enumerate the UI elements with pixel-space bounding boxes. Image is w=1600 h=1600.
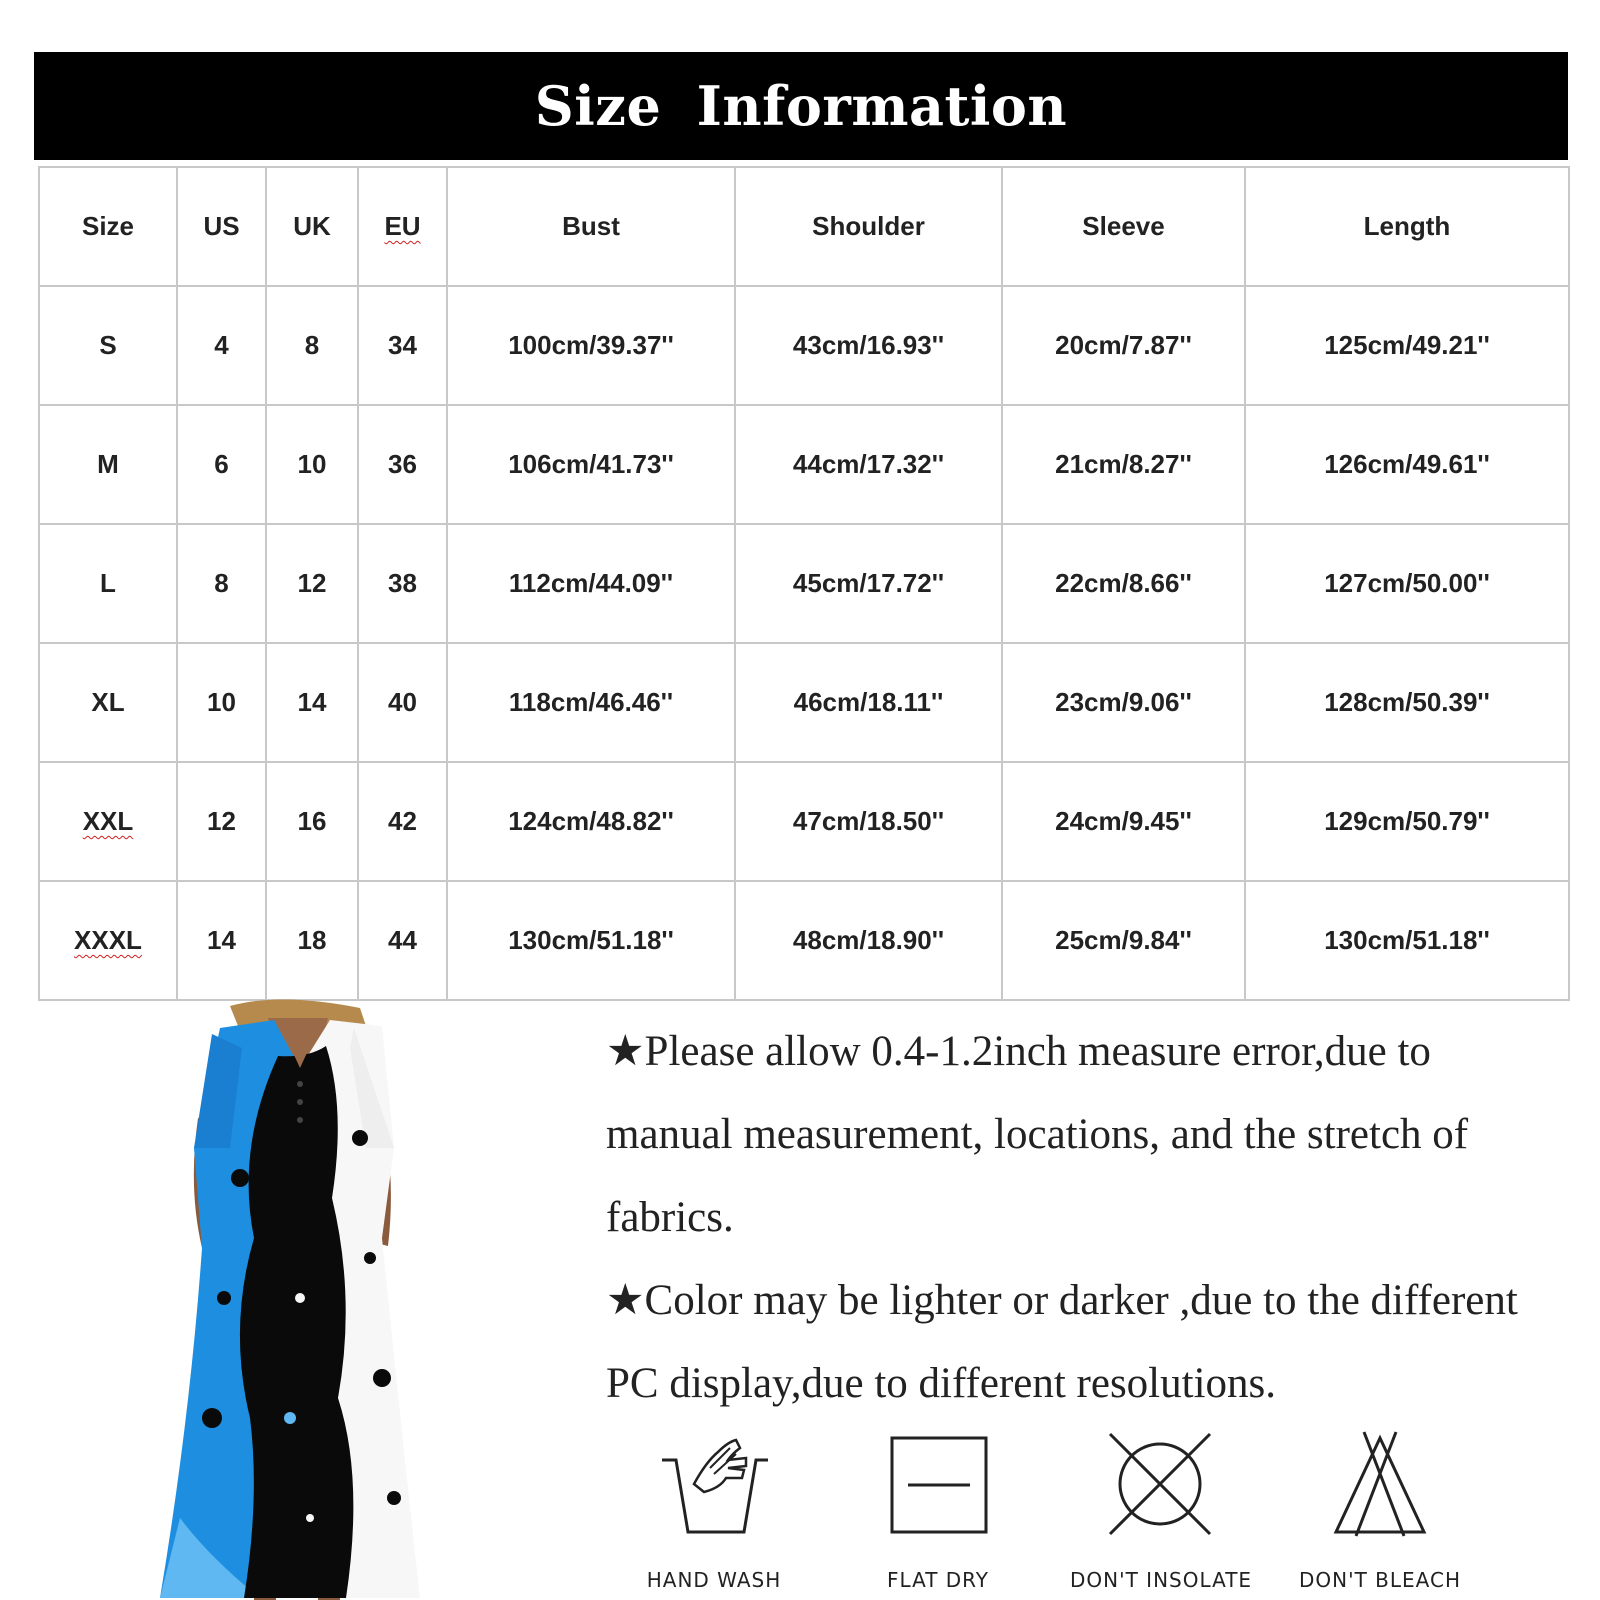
page-title: Size Information [534, 74, 1068, 138]
care-label: HAND WASH [646, 1568, 782, 1592]
cell-eu: 42 [358, 762, 447, 881]
cell-length: 128cm/50.39'' [1245, 643, 1569, 762]
care-dont-insolate [1070, 1428, 1253, 1592]
cell-sleeve: 20cm/7.87'' [1002, 286, 1245, 405]
table-row [39, 524, 1569, 643]
cell-shoulder: 48cm/18.90'' [735, 881, 1002, 1000]
cell-uk: 18 [266, 881, 358, 1000]
dont-bleach-icon [1320, 1428, 1440, 1540]
cell-bust: 118cm/46.46'' [447, 643, 735, 762]
cell-shoulder: 44cm/17.32'' [735, 405, 1002, 524]
table-row [39, 881, 1569, 1000]
table-header-row [39, 167, 1569, 286]
cell-eu: 38 [358, 524, 447, 643]
cell-bust: 112cm/44.09'' [447, 524, 735, 643]
cell-us: 14 [177, 881, 266, 1000]
cell-length: 125cm/49.21'' [1245, 286, 1569, 405]
cell-shoulder: 47cm/18.50'' [735, 762, 1002, 881]
cell-bust: 124cm/48.82'' [447, 762, 735, 881]
care-flat-dry [848, 1428, 1028, 1592]
care-hand-wash [624, 1428, 804, 1592]
cell-sleeve: 23cm/9.06'' [1002, 643, 1245, 762]
note-color: ★Color may be lighter or darker ,due to the different PC display,due to different resolutions. [606, 1277, 1518, 1407]
title-banner [34, 52, 1568, 160]
cell-size: XL [39, 643, 177, 762]
cell-sleeve: 25cm/9.84'' [1002, 881, 1245, 1000]
header-eu: EU [358, 167, 447, 286]
header-bust: Bust [447, 167, 735, 286]
header-uk: UK [266, 167, 358, 286]
cell-bust: 130cm/51.18'' [447, 881, 735, 1000]
care-label: DON'T INSOLATE [1070, 1568, 1253, 1592]
header-shoulder: Shoulder [735, 167, 1002, 286]
cell-length: 129cm/50.79'' [1245, 762, 1569, 881]
cell-us: 10 [177, 643, 266, 762]
care-label: DON'T BLEACH [1298, 1568, 1461, 1592]
note-measure-error: ★Please allow 0.4-1.2inch measure error,due to manual measurement, locations, and the stretch of fabrics. [606, 1028, 1469, 1241]
header-size: Size [39, 167, 177, 286]
cell-length: 126cm/49.61'' [1245, 405, 1569, 524]
cell-length: 130cm/51.18'' [1245, 881, 1569, 1000]
cell-uk: 12 [266, 524, 358, 643]
table-row [39, 286, 1569, 405]
cell-size: L [39, 524, 177, 643]
cell-bust: 106cm/41.73'' [447, 405, 735, 524]
cell-size: S [39, 286, 177, 405]
cell-length: 127cm/50.00'' [1245, 524, 1569, 643]
cell-uk: 16 [266, 762, 358, 881]
cell-eu: 34 [358, 286, 447, 405]
dress-photo [150, 998, 430, 1600]
header-sleeve: Sleeve [1002, 167, 1245, 286]
cell-size: XXL [39, 762, 177, 881]
care-label: FLAT DRY [886, 1568, 990, 1592]
cell-size: M [39, 405, 177, 524]
cell-eu: 36 [358, 405, 447, 524]
cell-shoulder: 45cm/17.72'' [735, 524, 1002, 643]
cell-sleeve: 24cm/9.45'' [1002, 762, 1245, 881]
notes-text [606, 1010, 1566, 1425]
hand-wash-icon [654, 1428, 774, 1540]
care-dont-bleach [1290, 1428, 1470, 1592]
cell-uk: 10 [266, 405, 358, 524]
cell-us: 6 [177, 405, 266, 524]
size-table [38, 166, 1570, 1001]
cell-eu: 40 [358, 643, 447, 762]
cell-uk: 14 [266, 643, 358, 762]
table-row [39, 405, 1569, 524]
cell-sleeve: 22cm/8.66'' [1002, 524, 1245, 643]
header-length: Length [1245, 167, 1569, 286]
header-us: US [177, 167, 266, 286]
cell-shoulder: 46cm/18.11'' [735, 643, 1002, 762]
cell-us: 12 [177, 762, 266, 881]
cell-bust: 100cm/39.37'' [447, 286, 735, 405]
flat-dry-icon [878, 1428, 998, 1540]
table-row [39, 762, 1569, 881]
table-row [39, 643, 1569, 762]
cell-size: XXXL [39, 881, 177, 1000]
cell-uk: 8 [266, 286, 358, 405]
cell-eu: 44 [358, 881, 447, 1000]
cell-us: 8 [177, 524, 266, 643]
dont-insolate-icon [1100, 1428, 1220, 1540]
cell-sleeve: 21cm/8.27'' [1002, 405, 1245, 524]
cell-shoulder: 43cm/16.93'' [735, 286, 1002, 405]
cell-us: 4 [177, 286, 266, 405]
